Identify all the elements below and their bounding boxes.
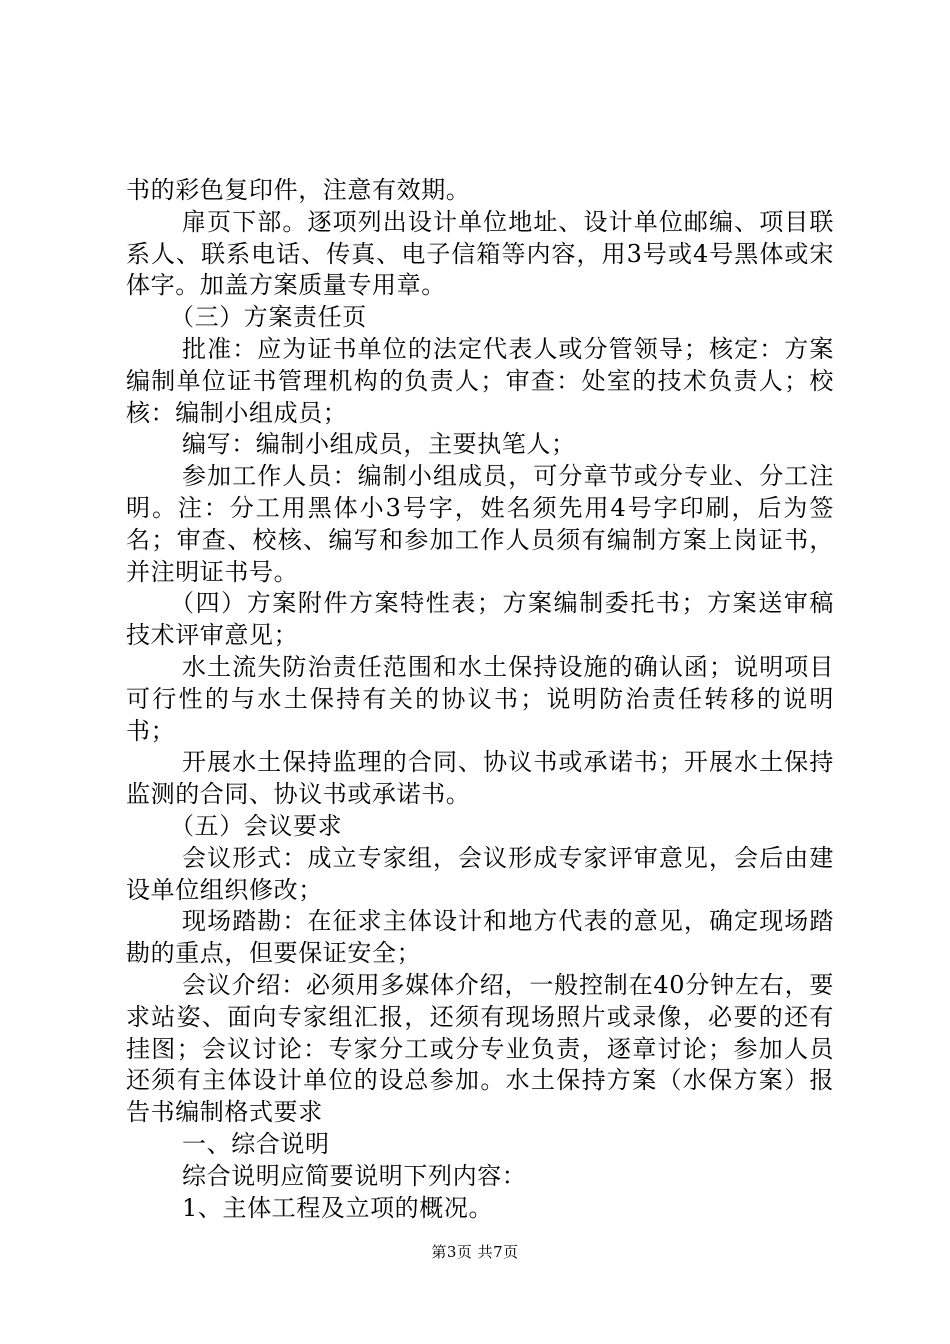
paragraph-responsibility-scope: 水土流失防治责任范围和水土保持设施的确认函；说明项目可行性的与水土保持有关的协议书；说明防治责任转移的说明书； xyxy=(126,652,834,745)
section-heading-responsibility-page: （三）方案责任页 xyxy=(170,303,367,332)
paragraph-meeting-introduction: 会议介绍：必须用多媒体介绍，一般控制在40分钟左右，要求站姿、面向专家组汇报，还须有现场照片或录像，必要的还有挂图；会议讨论：专家分工或分专业负责，逐章讨论；参加人员还须有主体设计单位的设总参加。水土保持方案（水保方案）报告书编制格式要求 xyxy=(126,970,834,1127)
page-footer: 第3页 共7页 xyxy=(431,1243,519,1261)
paragraph-summary-intro: 综合说明应简要说明下列内容： xyxy=(182,1161,527,1190)
paragraph-approval: 批准：应为证书单位的法定代表人或分管领导；核定：方案编制单位证书管理机构的负责人；审查：处室的技术负责人；校核：编制小组成员； xyxy=(126,334,834,427)
paragraph-title-page-bottom: 扉页下部。逐项列出设计单位地址、设计单位邮编、项目联系人、联系电话、传真、电子信箱等内容，用3号或4号黑体或宋体字。加盖方案质量专用章。 xyxy=(126,207,834,300)
paragraph-supervision-contracts: 开展水土保持监理的合同、协议书或承诺书；开展水土保持监测的合同、协议书或承诺书。 xyxy=(126,748,834,809)
paragraph-writing: 编写：编制小组成员，主要执笔人； xyxy=(182,430,576,459)
paragraph-participants: 参加工作人员：编制小组成员，可分章节或分专业、分工注明。注：分工用黑体小3号字，姓名须先用4号字印刷，后为签名；审查、校核、编写和参加工作人员须有编制方案上岗证书，并注明证书号。 xyxy=(126,462,834,586)
paragraph-site-survey: 现场踏勘：在征求主体设计和地方代表的意见，确定现场踏勘的重点，但要保证安全； xyxy=(126,907,834,968)
section-heading-attachments: （四）方案附件方案特性表；方案编制委托书；方案送审稿技术评审意见； xyxy=(126,589,834,650)
paragraph-meeting-format: 会议形式：成立专家组，会议形成专家评审意见，会后由建设单位组织修改； xyxy=(126,843,834,904)
list-item-main-project: 1、主体工程及立项的概况。 xyxy=(182,1193,494,1222)
paragraph-continuation: 书的彩色复印件，注意有效期。 xyxy=(126,176,471,204)
section-heading-summary: 一、综合说明 xyxy=(182,1129,330,1158)
document-body xyxy=(126,175,834,1224)
section-heading-meeting: （五）会议要求 xyxy=(170,811,343,840)
